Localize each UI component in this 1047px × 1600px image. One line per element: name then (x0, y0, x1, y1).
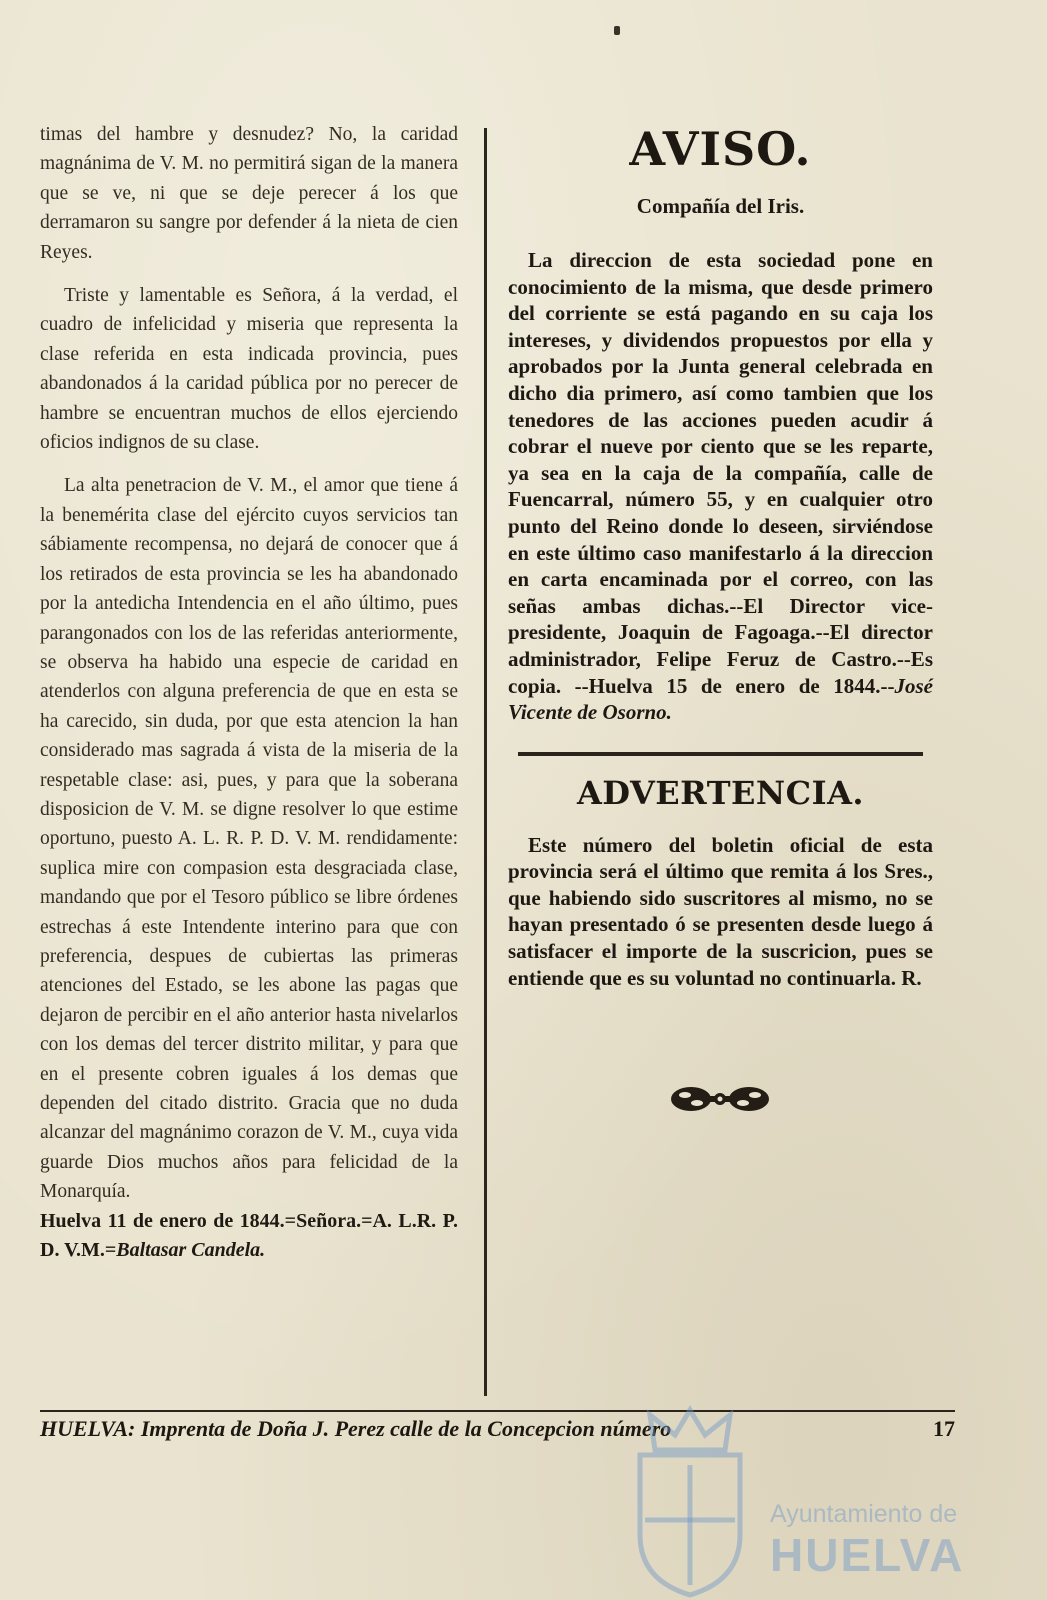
watermark-line1: Ayuntamiento de (770, 1500, 958, 1528)
page-number: 17 (933, 1416, 955, 1441)
aviso-text: La direccion de esta sociedad pone en conocimiento de la misma, que desde primero del corriente se está pagando en su caja los intereses, y dividendos propuestos por ella y aprobados por la Junta general celebrada en dicho dia primero, así como tambien que los tenedores de las acciones pueden acudir á cobrar el nueve por ciento que se les reparte, ya sea en la caja de la compañía, calle de Fuencarral, número 55, y en cualquier otro punto del Reino donde lo deseen, sirviéndose en este último caso manifestarlo á la direccion en carta encaminada por el correo, con las señas ambas dichas.--El Director vice-presidente, Joaquin de Fagoaga.--El director administrador, Felipe Feruz de Castro.--Es copia. --Huelva 15 de enero de 1844.-- (508, 248, 933, 698)
shield-icon (620, 1395, 760, 1600)
advertencia-title: ADVERTENCIA. (576, 773, 865, 812)
signature: Baltasar Candela. (116, 1239, 266, 1262)
closing-text: Huelva 11 de enero de 1844.=Señora.=A. L.R. P. D. V.M.= (40, 1209, 458, 1262)
closing-line (40, 1207, 458, 1266)
ornament-icon (508, 1079, 933, 1124)
section-divider (518, 752, 923, 756)
right-column (508, 110, 933, 1124)
paragraph-1: timas del hambre y desnudez? No, la caridad magnánima de V. M. no permitirá sigan de la manera que se ve, ni que se deje perecer á los que derramaron su sangre por defender á la nieta de cien Reyes. (40, 124, 458, 263)
watermark-line2: HUELVA (770, 1529, 965, 1581)
column-divider (484, 128, 487, 1396)
left-column (40, 120, 458, 1265)
aviso-signature: José Vicente de Osorno. (508, 673, 933, 725)
fleuron-icon (661, 1079, 781, 1119)
watermark (620, 1395, 980, 1600)
aviso-title: AVISO. (629, 122, 812, 176)
aviso-subtitle: Compañía del Iris. (636, 194, 805, 218)
paragraph-2: Triste y lamentable es Señora, á la verdad, el cuadro de infelicidad y miseria que representa la clase referida en esta indicada provincia, pues abandonados á la caridad pública por no perecer de hambre se encuentran muchos de ellos ejerciendo oficios indignos de su clase. (40, 285, 458, 454)
imprint-text: HUELVA: Imprenta de Doña J. Perez calle de la Concepcion número (40, 1416, 672, 1441)
aviso-body (508, 247, 933, 726)
paragraph-3: La alta penetracion de V. M., el amor que tiene á la benemérita clase del ejército cuyos servicios tan sábiamente recompensa, no dejará de conocer que á los retirados de esta provincia se les ha abandonado por la antedicha Intendencia en el año último, pues parangonados con los de las referidas anteriormente, se observa ha habido una especie de caridad en atenderlos con alguna preferencia de que en esta se ha carecido, sin duda, por que esta atencion la han considerado mas sagrada á vista de la miseria de la respetable clase: asi, pues, y para que la soberana disposicion de V. M. se digne resolver lo que estime oportuno, puesto A. L. R. P. D. V. M. rendidamente: suplica mire con compasion esta desgraciada clase, mandando que por el Tesoro público se libre órdenes estrechas á este Intendente interino para que con preferencia, despues de cubiertas las primeras atenciones del Estado, se les abone las pagas que dejaron de percibir en el año anterior hasta nivelarlos con los demas del tercer distrito militar, y para que en el presente cobren iguales á los demas que dependen del citado distrito. Gracia que no duda alcanzar del magnánimo corazon de V. M., cuya vida guarde Dios muchos años para felicidad de la Monarquía. (40, 475, 458, 1203)
advertencia-body: Este número del boletin oficial de esta provincia será el último que remita á los Sres., que habiendo sido suscritores al mismo, no se hayan presentado ó se presenten desde luego á satisfacer el importe de la suscricion, pues se entiende que es su voluntad no continuarla. R. (508, 832, 933, 990)
ink-mark (614, 26, 620, 35)
